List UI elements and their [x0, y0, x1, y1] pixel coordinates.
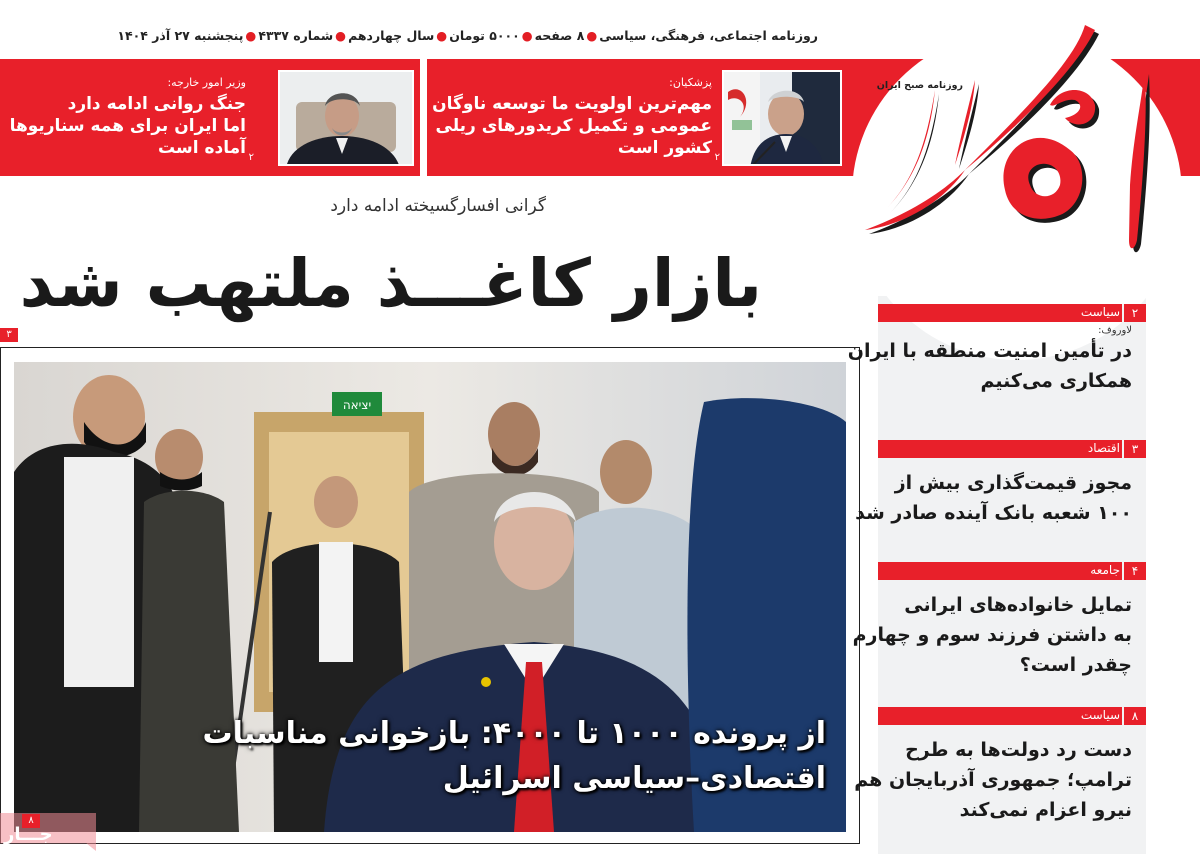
section-page-number: ۲: [1131, 306, 1139, 320]
dateline-pages: ۸ صفحه: [534, 28, 585, 43]
section-headline-line: ۱۰۰ شعبه بانک آینده صادر شد: [855, 502, 1132, 524]
lead-kicker: گرانی افسارگسیخته ادامه دارد: [330, 196, 546, 216]
dateline-date: پنجشنبه ۲۷ آذر ۱۴۰۴: [117, 28, 244, 43]
section-label: سیاست: [1080, 305, 1120, 319]
section-kicker: لاوروف:: [1098, 325, 1132, 336]
section-headline-line: در تأمین امنیت منطقه با ایران: [847, 340, 1132, 362]
logo-tagline: روزنامه صبح ایران: [876, 80, 963, 91]
section-headline-line: به داشتن فرزند سوم و چهارم: [852, 624, 1132, 646]
section-headline-line: دست رد دولت‌ها به طرح: [905, 739, 1132, 761]
dateline: روزنامه اجتماعی، فرهنگی، سیاسی●۸ صفحه●۵۰۰۰ تومان●سال چهاردهم●شماره ۴۳۳۷●پنجشنبه ۲۷ آذر ۱۴۰۴: [117, 28, 818, 43]
sidebar-section-politics-2[interactable]: [854, 707, 1146, 847]
band-divider: [420, 59, 427, 176]
section-label: اقتصاد: [1087, 441, 1120, 455]
lead-headline[interactable]: بازار کاغـــذ ملتهب شد: [19, 245, 762, 322]
teaser-page-number: ۲: [248, 152, 254, 163]
watermark-page-badge: ۸: [22, 814, 40, 828]
section-headline-line: تمایل خانواده‌های ایرانی: [904, 594, 1132, 616]
teaser-photo-minister: [278, 70, 414, 166]
section-headline-line: نیرو اعزام نمی‌کند: [959, 799, 1132, 821]
section-label: جامعه: [1090, 563, 1120, 577]
teaser-foreign-minister[interactable]: [0, 70, 414, 166]
teaser-headline-line: آماده است: [158, 138, 246, 158]
sidebar-section-economy[interactable]: [855, 440, 1146, 560]
section-header-bar: [878, 304, 1146, 322]
dateline-type: روزنامه اجتماعی، فرهنگی، سیاسی: [599, 28, 818, 43]
teaser-photo-president: [722, 70, 842, 166]
teaser-headline-line: اما ایران برای همه سناریوها: [9, 116, 246, 136]
teaser-headline-line: مهم‌ترین اولویت ما توسعه ناوگان: [432, 94, 712, 114]
photo-caption-line-2[interactable]: اقتصادی–سیاسی اسرائیل: [442, 761, 826, 796]
exit-sign-text: יציאה: [342, 398, 372, 412]
section-header-bar: [878, 440, 1146, 458]
section-header-bar: [878, 562, 1146, 580]
teaser-headline-line: جنگ روانی ادامه دارد: [67, 94, 246, 114]
section-page-number: ۸: [1131, 709, 1139, 723]
teaser-headline-line: عمومی و تکمیل کریدورهای ریلی: [435, 116, 712, 136]
section-page-number: ۴: [1131, 564, 1139, 578]
section-page-number: ۳: [1131, 442, 1139, 456]
watermark-text: جـــار: [4, 824, 53, 845]
sidebar-section-society[interactable]: [852, 562, 1146, 702]
teaser-page-number: ۲: [714, 152, 720, 163]
dateline-year: سال چهاردهم: [348, 28, 435, 43]
dateline-price: ۵۰۰۰ تومان: [449, 28, 520, 43]
teaser-headline-line: کشور است: [617, 138, 712, 158]
sidebar-section-politics-1[interactable]: [847, 304, 1146, 434]
section-label: سیاست: [1080, 708, 1120, 722]
section-header-bar: [878, 707, 1146, 725]
teaser-pezeshkian[interactable]: [430, 70, 844, 166]
section-headline-line: چقدر است؟: [1019, 654, 1132, 676]
lead-page-badge: ۳: [0, 328, 18, 342]
teaser-kicker: پزشکیان:: [669, 76, 712, 89]
section-headline-line: همکاری می‌کنیم: [980, 370, 1132, 392]
dateline-issue: شماره ۴۳۳۷: [258, 28, 334, 43]
section-headline-line: ترامپ؛ جمهوری آذربایجان هم: [854, 769, 1132, 791]
photo-caption-line-1[interactable]: از پرونده ۱۰۰۰ تا ۴۰۰۰: بازخوانی مناسبات: [202, 716, 826, 751]
afkar-logo: [845, 0, 1200, 300]
section-headline-line: مجوز قیمت‌گذاری بیش از: [894, 472, 1132, 494]
teaser-kicker: وزیر امور خارجه:: [167, 76, 246, 89]
